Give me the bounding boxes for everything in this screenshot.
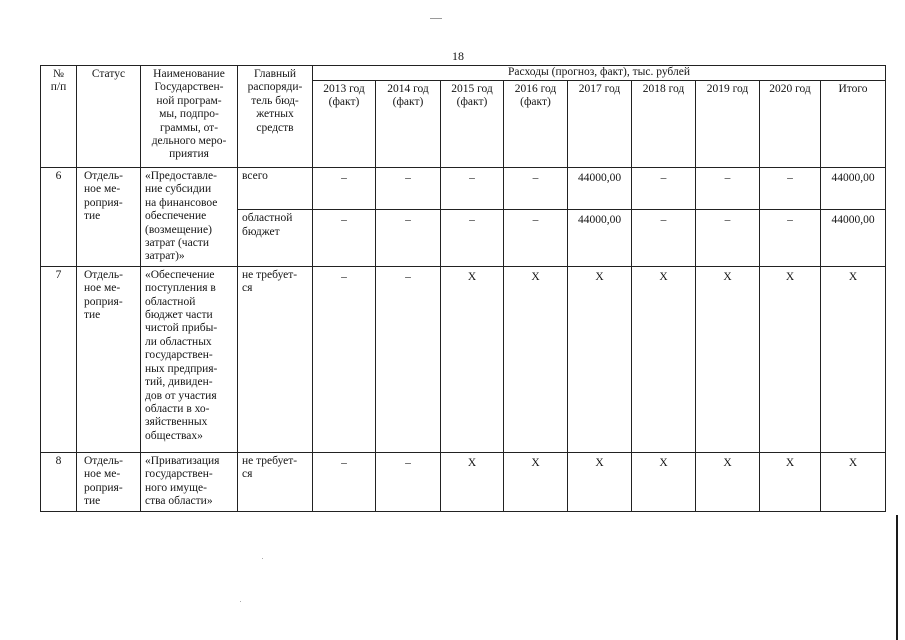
header-year-2017: 2017 год (568, 81, 632, 168)
row-6-regional-2017: 44000,00 (568, 210, 632, 266)
row-6-status: Отдель- ное ме- роприя- тие (77, 168, 141, 267)
row-7-value-2020: X (760, 266, 821, 452)
row-8-status: Отдель- ное ме- роприя- тие (77, 452, 141, 511)
row-8-value-2014: – (376, 452, 441, 511)
header-row (41, 66, 886, 81)
row-7-value-2015: X (441, 266, 504, 452)
row-8-name: «Приватизация государствен- ного имуще- ства области» (141, 452, 238, 511)
row-6-regional-2014: – (376, 210, 441, 266)
row-6-total-2018: – (632, 168, 696, 210)
row-7-number: 7 (41, 266, 77, 452)
row-6-regional-sum: 44000,00 (821, 210, 886, 266)
header-status: Статус (77, 66, 141, 168)
row-6-regional-2016: – (504, 210, 568, 266)
row-7-name: «Обеспечение поступления в областной бюджет части чистой прибы- ли областных государствен- ных предприя- тий, дивиден- дов от участия области в хо- зяйственных обществах» (141, 266, 238, 452)
header-year-2015: 2015 год (факт) (441, 81, 504, 168)
row-7-value-2016: X (504, 266, 568, 452)
header-year-2019: 2019 год (696, 81, 760, 168)
row-7-value-2018: X (632, 266, 696, 452)
header-year-2013: 2013 год (факт) (313, 81, 376, 168)
row-8-value-2017: X (568, 452, 632, 511)
header-distributor: Главный распоряди- тель бюд- жетных средств (238, 66, 313, 168)
row-8-value-2018: X (632, 452, 696, 511)
scan-dot (262, 558, 263, 559)
row-6-regional-2015: – (441, 210, 504, 266)
row-6-regional-2020: – (760, 210, 821, 266)
row-8-number: 8 (41, 452, 77, 511)
row-7-value-2017: X (568, 266, 632, 452)
row-6-total-2017: 44000,00 (568, 168, 632, 210)
expenses-table (40, 65, 886, 512)
table-row (41, 168, 886, 210)
row-7-value-sum: X (821, 266, 886, 452)
row-6-distributor-total: всего (238, 168, 313, 210)
header-year-2020: 2020 год (760, 81, 821, 168)
header-year-2018: 2018 год (632, 81, 696, 168)
row-6-total-2013: – (313, 168, 376, 210)
header-number: № п/п (41, 66, 77, 168)
row-6-total-2019: – (696, 168, 760, 210)
row-8-distributor: не требует- ся (238, 452, 313, 511)
page-number: 18 (452, 49, 464, 63)
header-year-2016: 2016 год (факт) (504, 81, 568, 168)
row-6-regional-2019: – (696, 210, 760, 266)
row-6-number: 6 (41, 168, 77, 267)
header-total: Итого (821, 81, 886, 168)
row-6-total-2014: – (376, 168, 441, 210)
row-8-value-2015: X (441, 452, 504, 511)
row-6-regional-2013: – (313, 210, 376, 266)
header-year-2014: 2014 год (факт) (376, 81, 441, 168)
row-8-value-2020: X (760, 452, 821, 511)
scan-edge-line (896, 515, 898, 640)
header-name: Наименование Государствен- ной програм- мы, подпро- граммы, от- дельного меро- приятия (141, 66, 238, 168)
row-6-regional-2018: – (632, 210, 696, 266)
header-expenses: Расходы (прогноз, факт), тыс. рублей (313, 66, 886, 81)
row-6-total-sum: 44000,00 (821, 168, 886, 210)
row-6-total-2020: – (760, 168, 821, 210)
table-row (41, 266, 886, 452)
row-8-value-2019: X (696, 452, 760, 511)
row-6-name: «Предоставле- ние субсидии на финансовое обеспечение (возмещение) затрат (части затрат)» (141, 168, 238, 267)
row-7-value-2019: X (696, 266, 760, 452)
row-8-value-2013: – (313, 452, 376, 511)
table-row (41, 452, 886, 511)
scan-mark-top (430, 18, 442, 19)
row-8-value-sum: X (821, 452, 886, 511)
row-6-total-2015: – (441, 168, 504, 210)
row-6-total-2016: – (504, 168, 568, 210)
row-7-value-2013: – (313, 266, 376, 452)
row-7-status: Отдель- ное ме- роприя- тие (77, 266, 141, 452)
row-6-distributor-regional: областной бюджет (238, 210, 313, 266)
row-7-value-2014: – (376, 266, 441, 452)
scan-dot (240, 601, 241, 602)
row-7-distributor: не требует- ся (238, 266, 313, 452)
row-8-value-2016: X (504, 452, 568, 511)
